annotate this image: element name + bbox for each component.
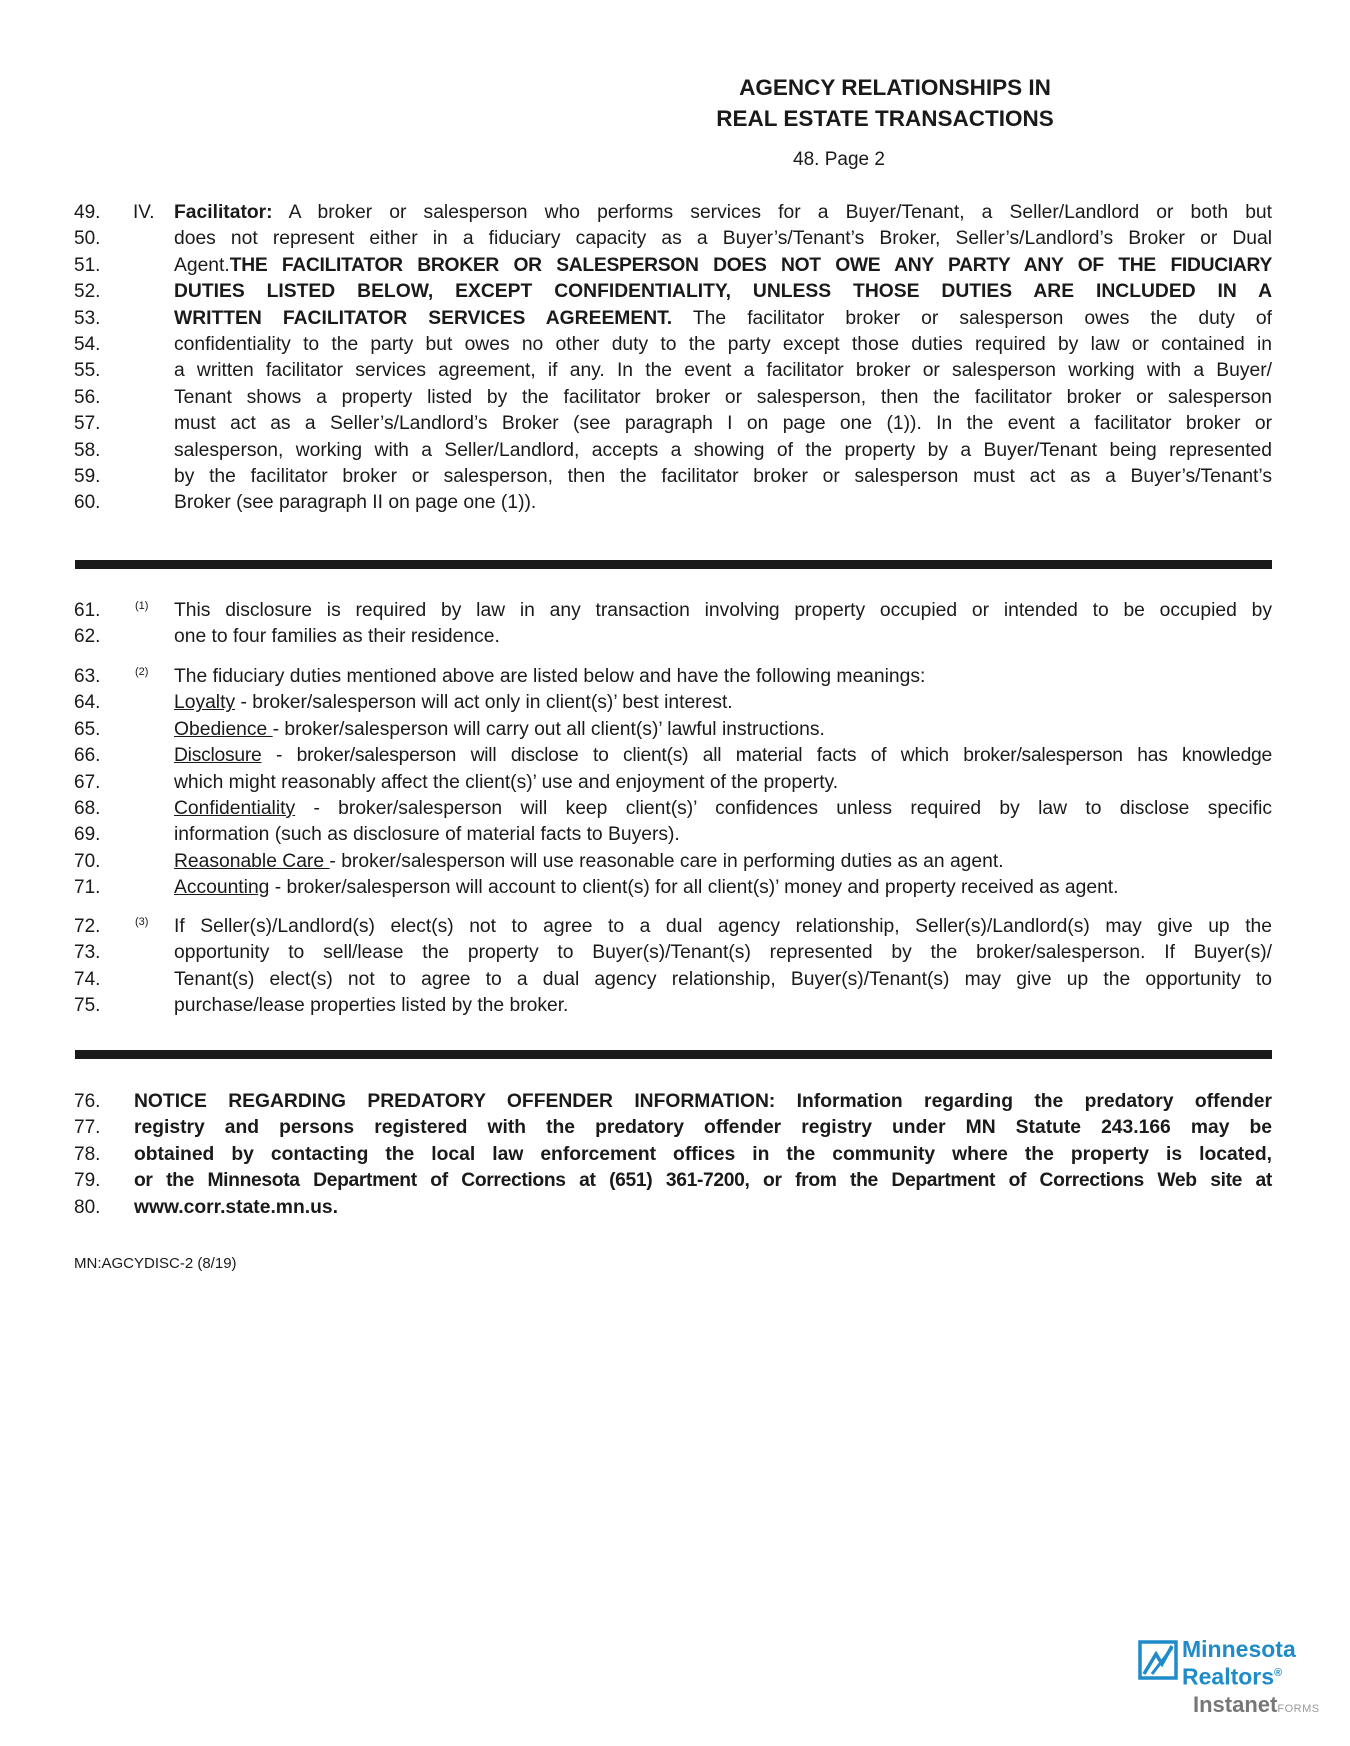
- line-number: 51.: [74, 254, 101, 276]
- loyalty-definition: [174, 690, 1272, 716]
- line-number: 66.: [74, 745, 101, 767]
- line-number: 55.: [74, 360, 101, 382]
- line-number: 65.: [74, 718, 101, 740]
- notice-line-77: registry and persons registered with the predatory offender registry under MN Statute 243.166 may be: [134, 1117, 1272, 1139]
- notice-line-79: or the Minnesota Department of Corrections at (651) 361-7200, or from the Department of Corrections Web site at: [134, 1170, 1272, 1192]
- line-number: 69.: [74, 824, 101, 846]
- line-number: 79.: [74, 1170, 101, 1192]
- confidentiality-definition: [174, 796, 1272, 822]
- line-number: 72.: [74, 916, 101, 937]
- accounting-definition: [174, 875, 1272, 901]
- line-number: 75.: [74, 995, 101, 1017]
- line-number: 63.: [74, 666, 101, 687]
- line-number: 58.: [74, 439, 101, 461]
- facilitator-line-54: confidentiality to the party but owes no other duty to the party except those duties required by law or contained in: [174, 334, 1272, 355]
- page-number: [793, 149, 885, 171]
- realtors-logo-icon: [1138, 1640, 1178, 1680]
- line-number: 54.: [74, 334, 101, 355]
- notice-line-76: NOTICE REGARDING PREDATORY OFFENDER INFORMATION: Information regarding the predatory offender: [134, 1091, 1272, 1112]
- line-number: 56.: [74, 386, 101, 408]
- minnesota-realtors-logo: [1138, 1638, 1338, 1733]
- document-title-line2: REAL ESTATE TRANSACTIONS: [716, 106, 1054, 131]
- text-span: Agent.: [174, 254, 230, 276]
- footnote-marker: (3): [135, 916, 149, 928]
- confidentiality-term: Confidentiality: [174, 798, 296, 819]
- logo-line2: Realtors: [1182, 1663, 1275, 1690]
- instanet-forms-brand: [1193, 1692, 1320, 1718]
- facilitator-line-49: [174, 200, 1272, 226]
- line-number: 70.: [74, 850, 101, 872]
- footnote-3-line-75: purchase/lease properties listed by the broker.: [174, 995, 569, 1017]
- disclosure-term: Disclosure: [174, 745, 262, 767]
- line-number: 80.: [74, 1196, 101, 1218]
- disclosure-definition: [174, 743, 1272, 769]
- footnote-1-line-62: one to four families as their residence.: [174, 626, 500, 648]
- line-number: 60.: [74, 492, 101, 514]
- line-number: 53.: [74, 307, 101, 329]
- reasonable-care-definition: [174, 849, 1272, 875]
- line-number: 50.: [74, 228, 101, 250]
- footnote-3-line-73: opportunity to sell/lease the property to Buyer(s)/Tenant(s) represented by the broker/salesperson. If Buyer(s)/: [174, 942, 1272, 964]
- line-number: 77.: [74, 1117, 101, 1139]
- obedience-term: Obedience: [174, 718, 273, 740]
- line-number: 76.: [74, 1091, 101, 1112]
- reasonable-care-term: Reasonable Care: [174, 850, 330, 872]
- facilitator-line-60: Broker (see paragraph II on page one (1)).: [174, 492, 537, 514]
- section-divider: [75, 560, 1272, 569]
- line-number: 52.: [74, 281, 101, 303]
- accounting-term: Accounting: [174, 877, 270, 899]
- facilitator-heading: Facilitator:: [174, 202, 273, 223]
- line-number: 78.: [74, 1143, 101, 1165]
- facilitator-line-53: [174, 306, 1272, 332]
- line-number: 71.: [74, 877, 101, 899]
- facilitator-line-51: [174, 253, 1272, 279]
- footnote-3-line-72: If Seller(s)/Landlord(s) elect(s) not to agree to a dual agency relationship, Seller(s)/Landlord(s) may give up the: [174, 916, 1272, 937]
- bold-text: THE FACILITATOR BROKER OR SALESPERSON DOES NOT OWE ANY PARTY ANY OF THE FIDUCIARY: [229, 254, 1272, 276]
- facilitator-line-50: does not represent either in a fiduciary capacity as a Buyer’s/Tenant’s Broker, Seller’s/Landlord’s Broker or Dual: [174, 228, 1272, 250]
- facilitator-line-57: must act as a Seller’s/Landlord’s Broker (see paragraph I on page one (1)). In the event a facilitator broker or: [174, 413, 1272, 435]
- facilitator-line-58: salesperson, working with a Seller/Landlord, accepts a showing of the property by a Buyer/Tenant being represented: [174, 439, 1272, 461]
- footnote-3-line-74: Tenant(s) elect(s) not to agree to a dual agency relationship, Buyer(s)/Tenant(s) may give up the opportunity to: [174, 968, 1272, 990]
- registered-mark: ®: [1274, 1667, 1283, 1679]
- footnote-2-line-69: information (such as disclosure of material facts to Buyers).: [174, 824, 680, 846]
- footnote-2-line-63: The fiduciary duties mentioned above are listed below and have the following meanings:: [174, 666, 926, 687]
- facilitator-line-52: DUTIES LISTED BELOW, EXCEPT CONFIDENTIALITY, UNLESS THOSE DUTIES ARE INCLUDED IN A: [174, 281, 1272, 303]
- footnote-marker: (1): [135, 600, 149, 612]
- notice-line-80: www.corr.state.mn.us.: [134, 1196, 338, 1218]
- line-number: 61.: [74, 600, 101, 621]
- text-span: - broker/salesperson will account to client(s) for all client(s)’ money and property received as agent.: [269, 877, 1119, 899]
- bold-text: WRITTEN FACILITATOR SERVICES AGREEMENT.: [174, 307, 673, 329]
- section-number: IV.: [133, 202, 155, 223]
- notice-line-78: obtained by contacting the local law enforcement offices in the community where the property is located,: [134, 1143, 1272, 1165]
- text-span: The facilitator broker or salesperson owes the duty of: [692, 307, 1272, 329]
- footnote-2-line-67: which might reasonably affect the client(s)’ use and enjoyment of the property.: [174, 771, 839, 793]
- text-span: A broker or salesperson who performs services for a Buyer/Tenant, a Seller/Landlord or both but: [288, 202, 1272, 223]
- footnote-marker: (2): [135, 666, 149, 678]
- form-code: MN:AGCYDISC-2 (8/19): [74, 1255, 237, 1272]
- line-number: 74.: [74, 968, 101, 990]
- facilitator-line-55: a written facilitator services agreement, if any. In the event a facilitator broker or salesperson working with a Buyer/: [174, 360, 1272, 382]
- logo-wordmark: [1182, 1637, 1296, 1689]
- document-title-line1: AGENCY RELATIONSHIPS IN: [739, 75, 1051, 100]
- page-label: Page 2: [824, 149, 885, 170]
- footnote-1-line-61: This disclosure is required by law in any transaction involving property occupied or intended to be occupied by: [174, 600, 1272, 621]
- line-number: 59.: [74, 466, 101, 487]
- line-number: 73.: [74, 942, 101, 964]
- section-divider: [75, 1050, 1272, 1059]
- text-span: - broker/salesperson will keep client(s)’ confidences unless required by law to disclose specific: [295, 798, 1272, 819]
- line-number: 67.: [74, 771, 101, 793]
- facilitator-line-56: Tenant shows a property listed by the facilitator broker or salesperson, then the facilitator broker or salesperson: [174, 386, 1272, 408]
- line-number: 64.: [74, 692, 101, 714]
- page-line-number: 48.: [793, 149, 820, 170]
- facilitator-line-59: by the facilitator broker or salesperson, then the facilitator broker or salesperson must act as a Buyer’s/Tenant’s: [174, 466, 1272, 487]
- line-number: 49.: [74, 202, 101, 223]
- line-number: 68.: [74, 798, 101, 819]
- logo-line1: Minnesota: [1182, 1636, 1296, 1662]
- obedience-definition: [174, 717, 1272, 743]
- line-number: 57.: [74, 413, 101, 435]
- text-span: - broker/salesperson will disclose to client(s) all material facts of which broker/salesperson has knowledge: [261, 745, 1272, 767]
- text-span: - broker/salesperson will act only in client(s)’ best interest.: [235, 692, 733, 714]
- text-span: - broker/salesperson will use reasonable care in performing duties as an agent.: [329, 850, 1004, 872]
- forms-label: FORMS: [1277, 1703, 1320, 1715]
- line-number: 62.: [74, 626, 101, 648]
- instanet-label: Instanet: [1193, 1692, 1278, 1717]
- text-span: - broker/salesperson will carry out all client(s)’ lawful instructions.: [272, 718, 825, 740]
- loyalty-term: Loyalty: [174, 692, 236, 714]
